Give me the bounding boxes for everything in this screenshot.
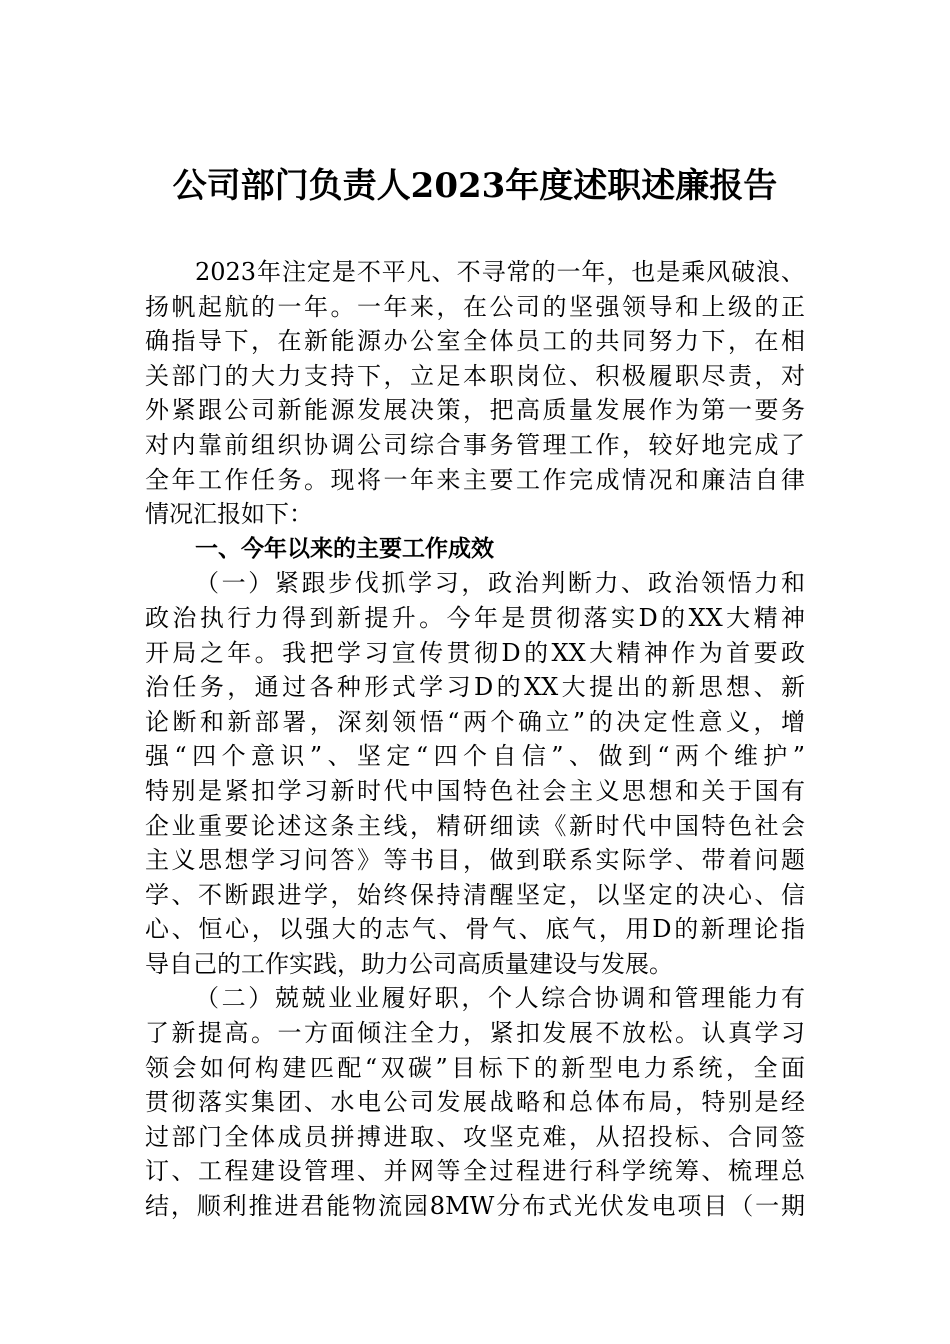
paragraph-duty bbox=[145, 981, 805, 1223]
text-line: 情况汇报如下： bbox=[145, 500, 313, 529]
text-line: 强“四个意识”、坚定“四个自信”、做到“两个维护” bbox=[145, 742, 805, 771]
paragraph-intro bbox=[145, 255, 805, 532]
text-line: 关部门的大力支持下，立足本职岗位、积极履职尽责，对 bbox=[145, 361, 805, 390]
text-line: 开局之年。我把学习宣传贯彻D的XX大精神作为首要政 bbox=[145, 638, 805, 667]
text-line: 全年工作任务。现将一年来主要工作完成情况和廉洁自律 bbox=[145, 465, 805, 494]
text-line: 特别是紧扣学习新时代中国特色社会主义思想和关于国有 bbox=[145, 776, 805, 805]
text-line: 订、工程建设管理、并网等全过程进行科学统筹、梳理总 bbox=[145, 1157, 805, 1186]
text-line: 结，顺利推进君能物流园8MW分布式光伏发电项目（一期 bbox=[145, 1192, 805, 1221]
text-line: 企业重要论述这条主线，精研细读《新时代中国特色社会 bbox=[145, 811, 805, 840]
document-body bbox=[145, 255, 805, 1224]
text-line: （二）兢兢业业履好职，个人综合协调和管理能力有 bbox=[195, 984, 805, 1013]
text-line: 导自己的工作实践，助力公司高质量建设与发展。 bbox=[145, 949, 673, 978]
document-title: 公司部门负责人2023年度述职述廉报告 bbox=[172, 166, 778, 206]
text-line: 对内靠前组织协调公司综合事务管理工作，较好地完成了 bbox=[145, 430, 805, 459]
text-line: 学、不断跟进学，始终保持清醒坚定，以坚定的决心、信 bbox=[145, 880, 805, 909]
text-line: 2023年注定是不平凡、不寻常的一年，也是乘风破浪、 bbox=[195, 258, 805, 286]
section-heading: 一、今年以来的主要工作成效 bbox=[195, 535, 494, 562]
text-line: 确指导下，在新能源办公室全体员工的共同努力下，在相 bbox=[145, 327, 805, 356]
text-line: 政治执行力得到新提升。今年是贯彻落实D的XX大精神 bbox=[145, 603, 805, 632]
text-line: 领会如何构建匹配“双碳”目标下的新型电力系统，全面 bbox=[145, 1053, 805, 1082]
text-line: 过部门全体成员拼搏进取、攻坚克难，从招投标、合同签 bbox=[145, 1122, 805, 1151]
paragraph-study bbox=[145, 566, 805, 981]
text-line: （一）紧跟步伐抓学习，政治判断力、政治领悟力和 bbox=[195, 569, 805, 598]
text-line: 心、恒心，以强大的志气、骨气、底气，用D的新理论指 bbox=[145, 915, 805, 944]
text-line: 外紧跟公司新能源发展决策，把高质量发展作为第一要务 bbox=[145, 396, 805, 425]
text-line: 治任务，通过各种形式学习D的XX大提出的新思想、新 bbox=[145, 673, 805, 702]
text-line: 论断和新部署，深刻领悟“两个确立”的决定性意义，增 bbox=[145, 707, 805, 736]
text-line: 贯彻落实集团、水电公司发展战略和总体布局，特别是经 bbox=[145, 1088, 805, 1117]
text-line: 扬帆起航的一年。一年来，在公司的坚强领导和上级的正 bbox=[145, 292, 805, 321]
text-line: 了新提高。一方面倾注全力，紧扣发展不放松。认真学习 bbox=[145, 1019, 805, 1048]
text-line: 主义思想学习问答》等书目，做到联系实际学、带着问题 bbox=[145, 846, 805, 875]
